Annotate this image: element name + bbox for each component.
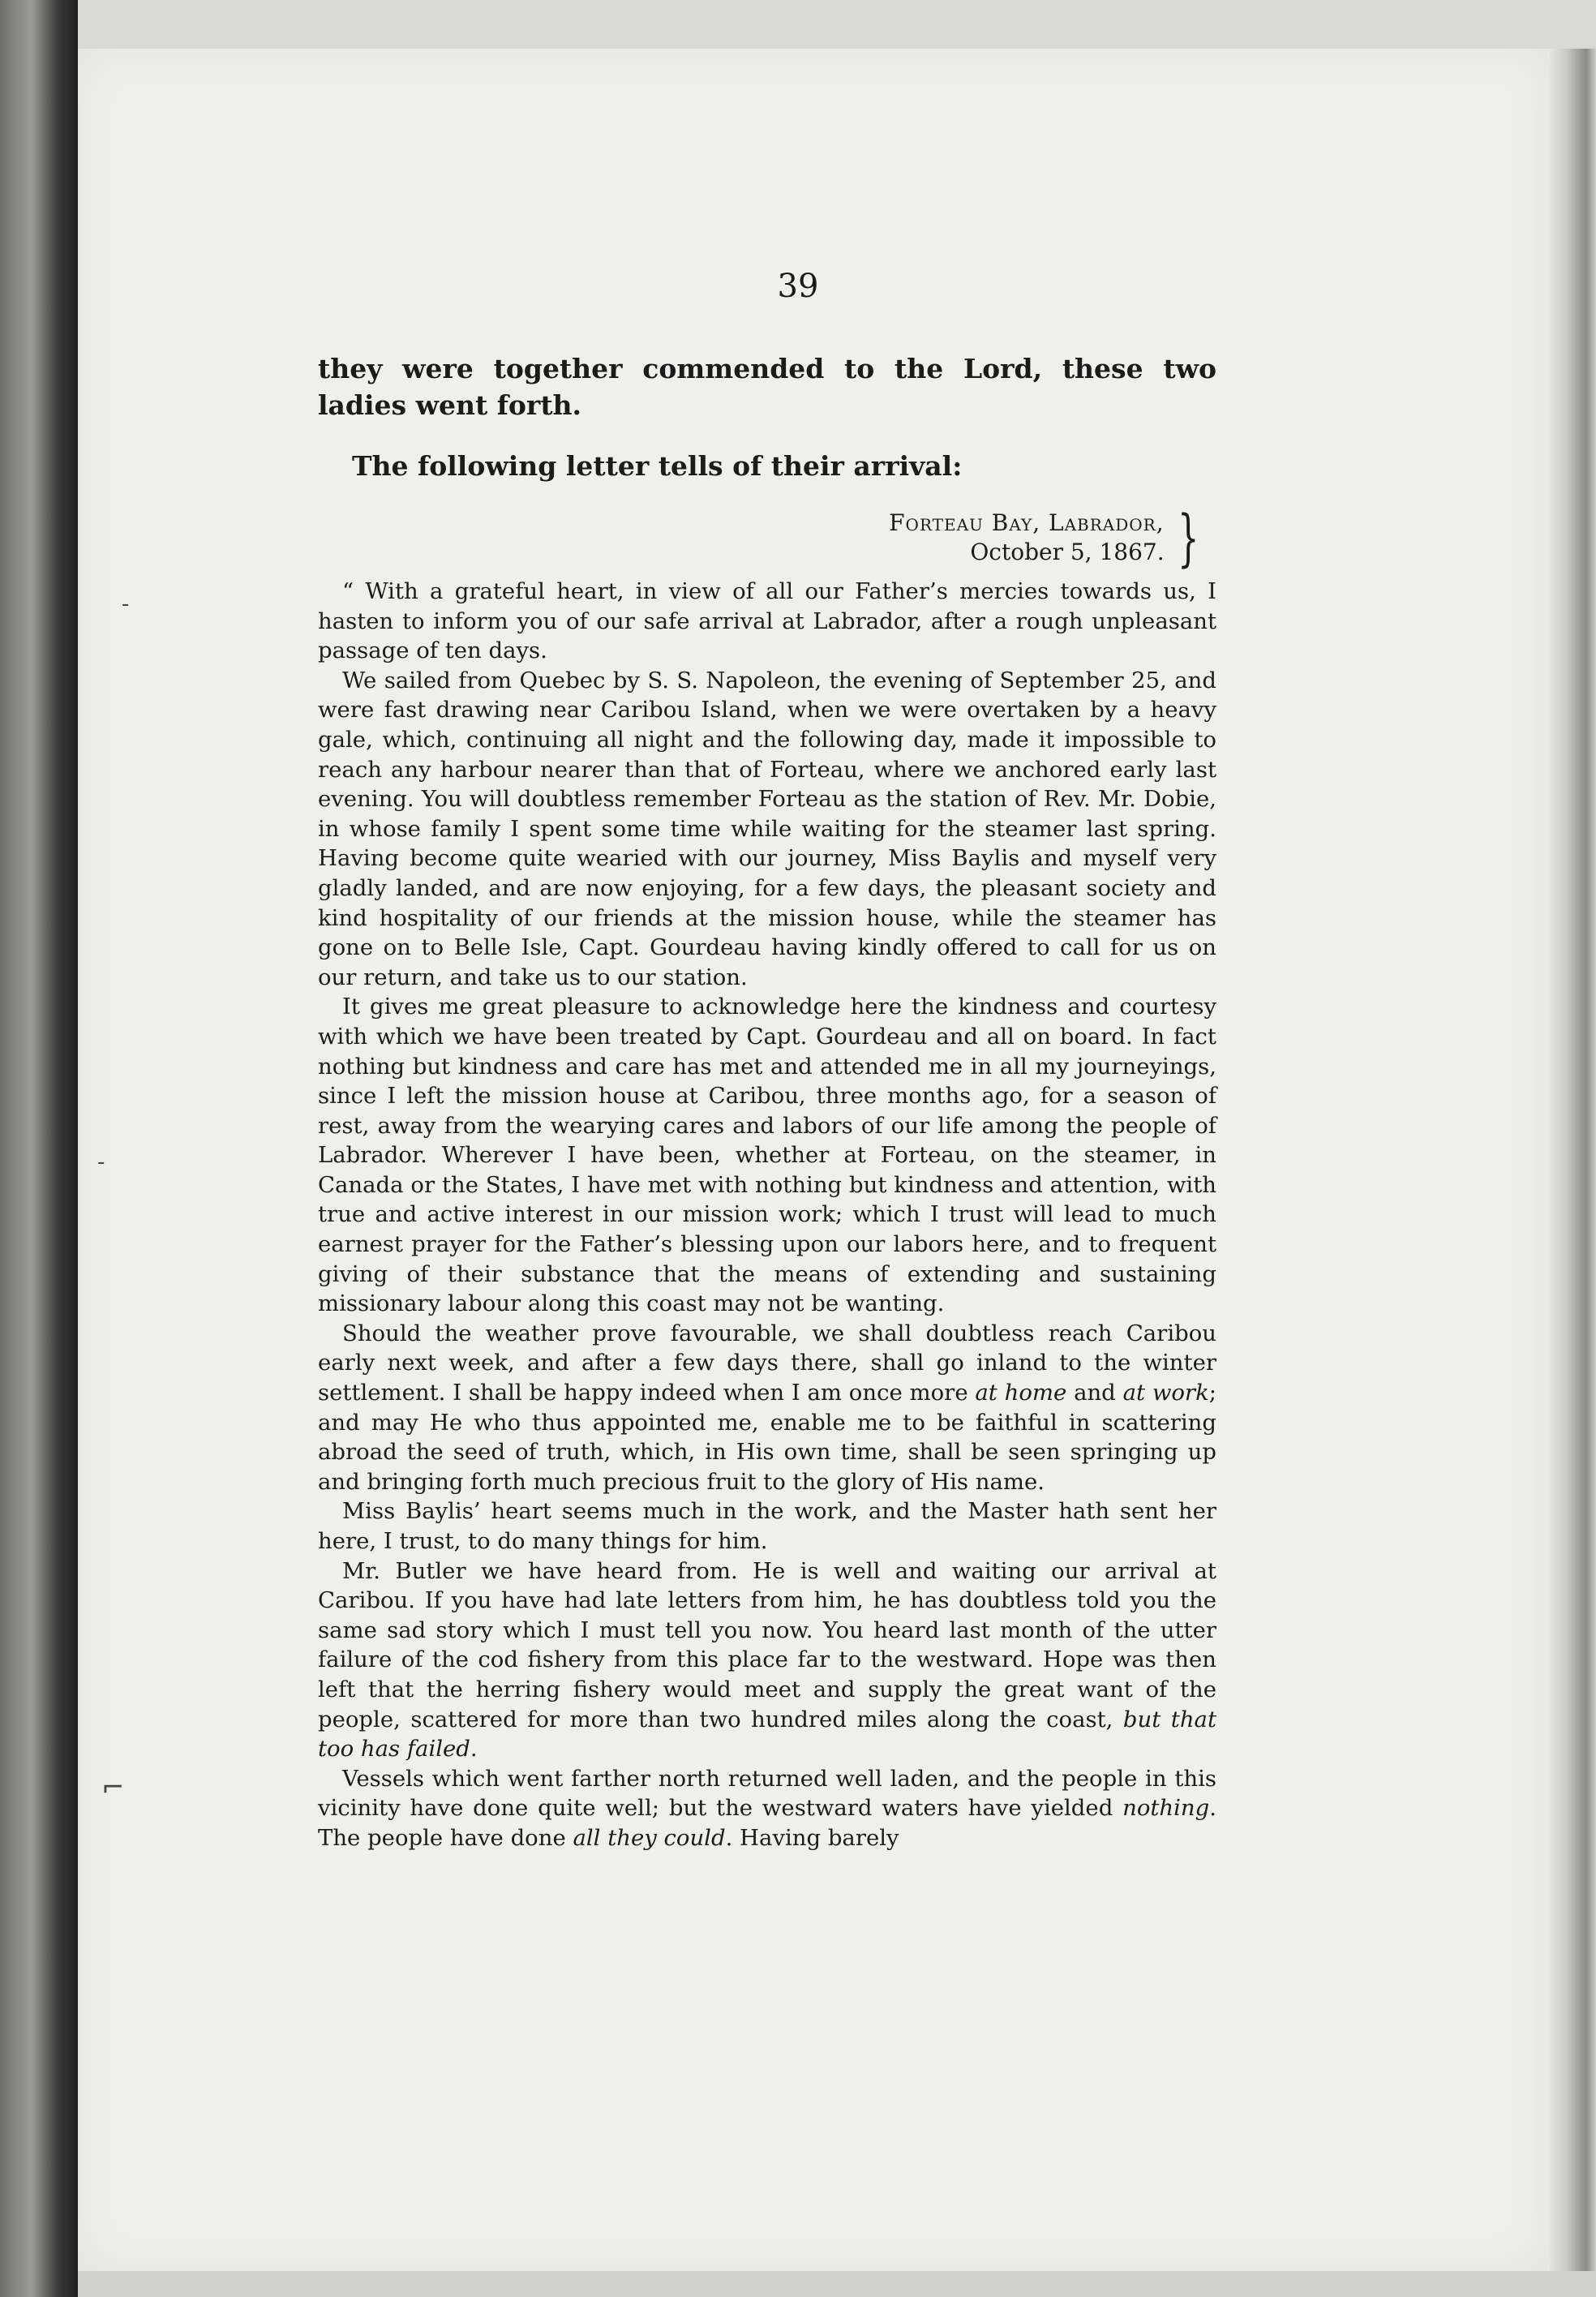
letter-paragraph: We sailed from Quebec by S. S. Napoleon, the evening of September 25, and were fast drawing near Caribou Island, when we were overtaken by a heavy gale, which, continuing all night and the following day, made it impossible to reach any harbour nearer than that of Forteau, where we anchored early last evening. You will doubtless remember Forteau as the station of Rev. Mr. Dobie, in whose family I spent some time while waiting for the steamer last spring. Having become quite wearied with our journey, Miss Baylis and myself very gladly landed, and are now enjoying, for a few days, the pleasant society and kind hospitality of our friends at the mission house, while the steamer has gone on to Belle Isle, Capt. Gourdeau having kindly offered to call for us on our return, and take us to our station.	[318, 667, 1216, 990]
intro-paragraph: they were together commended to the Lord, these two ladies went forth.	[318, 353, 1216, 421]
italic-phrase: all they could	[573, 1824, 726, 1851]
page-number: 39	[777, 268, 819, 305]
letter-dateline	[318, 501, 1216, 573]
letter-paragraph: Miss Baylis’ heart seems much in the work, and the Master hath sent her here, I trust, to do many things for him.	[318, 1498, 1216, 1554]
italic-phrase: at work	[1122, 1380, 1209, 1406]
book-binding-edge	[0, 0, 78, 2297]
margin-tick-mark: ‑	[97, 1150, 105, 1174]
page-edge-stack	[1547, 49, 1596, 2271]
letter-body	[318, 577, 1216, 1853]
letter-paragraph: Vessels which went farther north returned well laden, and the people in this vicinity have done quite well; but the westward waters have yielded nothing. The people have done all they could. Having barely	[318, 1765, 1216, 1851]
italic-phrase: but that too has failed.	[318, 1706, 1216, 1762]
italic-phrase: at home	[975, 1380, 1067, 1406]
letter-paragraph: Mr. Butler we have heard from. He is well and waiting our arrival at Caribou. If you have had late letters from him, he has doubtless told you the same sad story which I must tell you now. You heard last month of the utter failure of the cod fishery from this place far to the westward. Hope was then left that the herring fishery would meet and supply the great want of the people, scattered for more than two hundred miles along the coast, but that too has failed.	[318, 1557, 1216, 1762]
margin-tick-mark: ‑	[122, 592, 130, 616]
italic-phrase: nothing	[1122, 1795, 1210, 1822]
letter-place: Forteau Bay, Labrador,	[889, 509, 1165, 536]
brace-glyph: }	[1177, 501, 1199, 573]
body-text	[318, 350, 1216, 1853]
letter-paragraph: “ With a grateful heart, in view of all our Father’s mercies towards us, I hasten to inform you of our safe arrival at Labrador, after a rough unpleasant passage of ten days.	[318, 578, 1216, 664]
lead-paragraph: The following letter tells of their arrival:	[352, 450, 963, 482]
letter-date: October 5, 1867.	[970, 539, 1165, 565]
margin-tick-mark: ⌐	[101, 1771, 125, 1804]
letter-paragraph: It gives me great pleasure to acknowledge here the kindness and courtesy with which we have been treated by Capt. Gourdeau and all on board. In fact nothing but kindness and care has met and attended me in all my journeyings, since I left the mission house at Caribou, three months ago, for a season of rest, away from the wearying cares and labors of our life among the people of Labrador. Wherever I have been, whether at Forteau, on the steamer, in Canada or the States, I have met with nothing but kindness and attention, with true and active interest in our mission work; which I trust will lead to much earnest prayer for the Father’s blessing upon our labors here, and to frequent giving of their substance that the means of extending and sustaining missionary labour along this coast may not be wanting.	[318, 994, 1216, 1317]
letter-paragraph: Should the weather prove favourable, we shall doubtless reach Caribou early next week, and after a few days there, shall go inland to the winter settlement. I shall be happy indeed when I am once more at home and at work; and may He who thus appointed me, enable me to be faithful in scattering abroad the seed of truth, which, in His own time, shall be seen springing up and bringing forth much precious fruit to the glory of His name.	[318, 1320, 1217, 1495]
scan-bottom-margin	[78, 2271, 1596, 2297]
